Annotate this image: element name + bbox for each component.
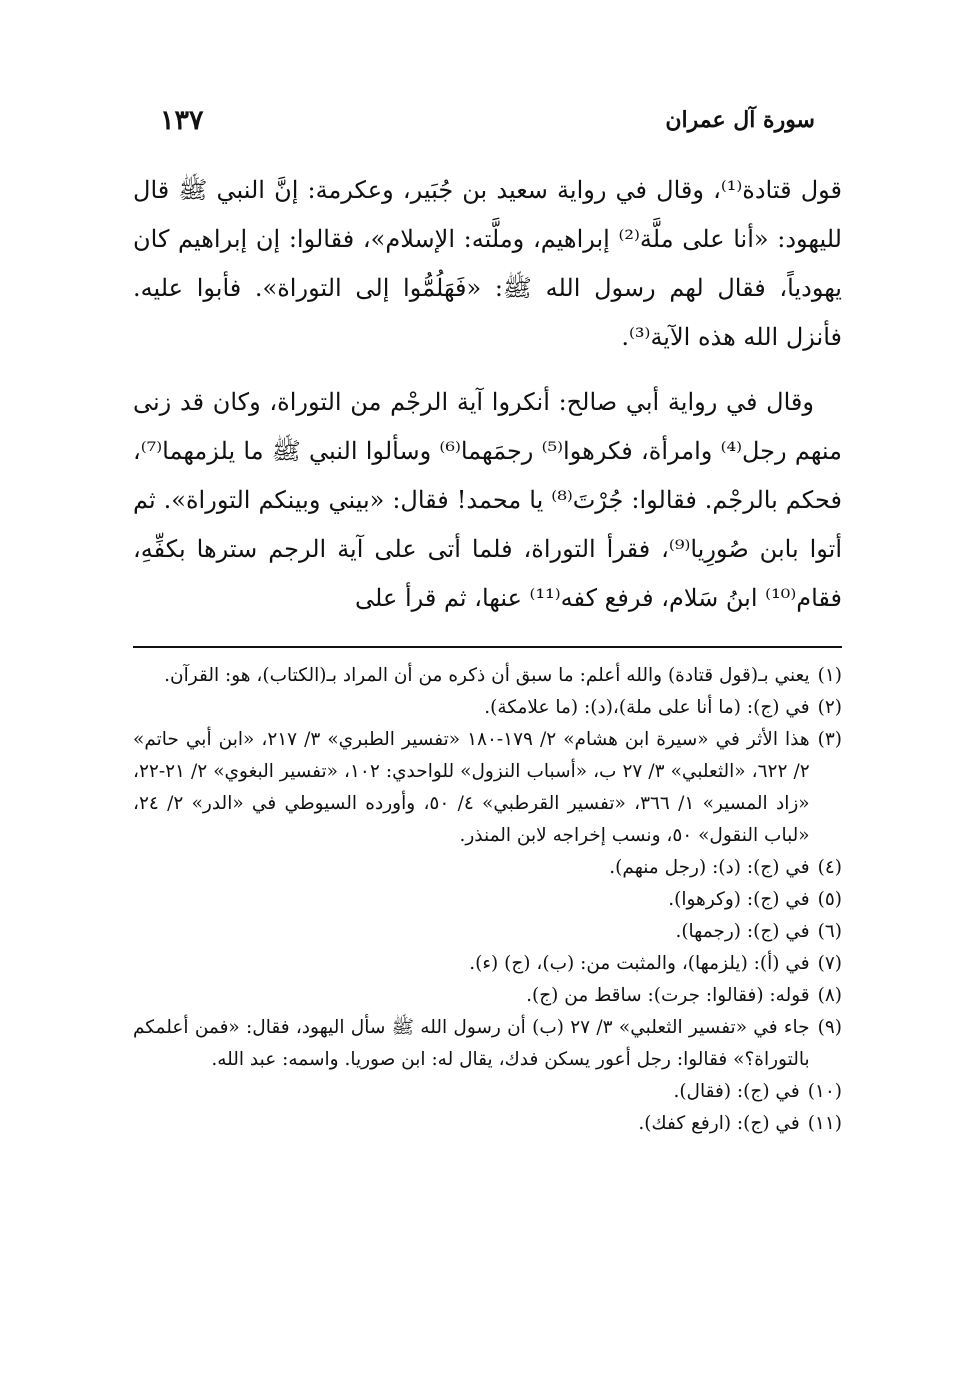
footnote-10 bbox=[133, 1076, 842, 1108]
footnote-text: في (ج): (رجمها). bbox=[675, 921, 810, 942]
main-text bbox=[133, 166, 842, 623]
footnote-text: في (ج): (ارفع كفك). bbox=[638, 1113, 800, 1134]
footnote-7 bbox=[133, 948, 842, 980]
footnote-6 bbox=[133, 916, 842, 948]
footnote-text: يعني بـ(قول قتادة) والله أعلم: ما سبق أن ذكره من أن المراد بـ(الكتاب)، هو: القرآن. bbox=[164, 665, 810, 686]
surah-title: سورة آل عمران bbox=[665, 107, 815, 133]
paragraph-1: قول قتادة⁽¹⁾، وقال في رواية سعيد بن جُبَير، وعكرمة: إنَّ النبي ﷺ قال لليهود: «أنا على ملَّة⁽²⁾ إبراهيم، وملَّته: الإسلام»، فقالوا: إن إبراهيم كان يهودياً، فقال لهم رسول الله ﷺ: «فَهَلُمُّوا إلى التوراة». فأبوا عليه. فأنزل الله هذه الآية⁽³⁾. bbox=[133, 176, 842, 351]
footnote-divider bbox=[133, 646, 842, 648]
footnote-number: (٩) bbox=[817, 1017, 842, 1038]
footnote-number: (١١) bbox=[807, 1113, 842, 1134]
footnote-number: (٣) bbox=[817, 729, 842, 750]
footnote-text: في (أ): (يلزمها)، والمثبت من: (ب)، (ج) (ء). bbox=[469, 953, 810, 974]
footnote-text: جاء في «تفسير الثعلبي» ٣/ ٢٧ (ب) أن رسول الله ﷺ سأل اليهود، فقال: «فمن أعلمكم بالتوراة؟» فقالوا: رجل أعور يسكن فدك، يقال له: ابن صوريا. واسمه: عبد الله. bbox=[133, 1017, 810, 1070]
footnote-2 bbox=[133, 692, 842, 724]
footnote-number: (٧) bbox=[817, 953, 842, 974]
footnotes bbox=[133, 660, 842, 1140]
footnote-number: (٢) bbox=[817, 697, 842, 718]
footnote-4 bbox=[133, 852, 842, 884]
page-header bbox=[160, 100, 815, 140]
footnote-number: (١) bbox=[817, 665, 842, 686]
footnote-5 bbox=[133, 884, 842, 916]
footnote-number: (١٠) bbox=[807, 1081, 842, 1102]
footnote-number: (٦) bbox=[817, 921, 842, 942]
footnote-number: (٤) bbox=[817, 857, 842, 878]
footnote-text: في (ج): (ما أنا على ملة)،(د): (ما علامكة). bbox=[484, 697, 810, 718]
footnote-text: هذا الأثر في «سيرة ابن هشام» ٢/ ١٧٩-١٨٠ «تفسير الطبري» ٣/ ٢١٧، «ابن أبي حاتم» ٢/ ٦٢٢، «الثعلبي» ٣/ ٢٧ ب، «أسباب النزول» للواحدي: ١٠٢، «تفسير البغوي» ٢/ ٢١-٢٢، «زاد المسير» ١/ ٣٦٦، «تفسير القرطبي» ٤/ ٥٠، وأورده السيوطي في «الدر» ٢/ ٢٤، «لباب النقول» ٥٠، ونسب إخراجه لابن المنذر. bbox=[133, 729, 810, 846]
paragraph-2: وقال في رواية أبي صالح: أنكروا آية الرجْم من التوراة، وكان قد زنى منهم رجل⁽⁴⁾ وامرأة، فكرهوا⁽⁵⁾ رجمَهما⁽⁶⁾ وسألوا النبي ﷺ ما يلزمهما⁽⁷⁾، فحكم بالرجْم. فقالوا: جُرْتَ⁽⁸⁾ يا محمد! فقال: «بيني وبينكم التوراة». ثم أتوا بابن صُورِيا⁽⁹⁾، فقرأ التوراة، فلما أتى على آية الرجم سترها بكفِّهِ، فقام⁽¹⁰⁾ ابنُ سَلام، فرفع كفه⁽¹¹⁾ عنها، ثم قرأ على bbox=[133, 388, 843, 612]
page-number: ١٣٧ bbox=[160, 104, 204, 136]
footnote-number: (٥) bbox=[817, 889, 842, 910]
footnote-text: في (ج): (فقال). bbox=[673, 1081, 800, 1102]
footnote-1 bbox=[133, 660, 842, 692]
footnote-number: (٨) bbox=[817, 985, 842, 1006]
footnote-9 bbox=[133, 1012, 842, 1076]
footnote-8 bbox=[133, 980, 842, 1012]
footnote-text: قوله: (فقالوا: جرت): ساقط من (ج). bbox=[526, 985, 810, 1006]
footnote-text: في (ج): (وكرهوا). bbox=[668, 889, 810, 910]
footnote-text: في (ج): (د): (رجل منهم). bbox=[609, 857, 810, 878]
footnote-11 bbox=[133, 1108, 842, 1140]
footnote-3 bbox=[133, 724, 842, 852]
